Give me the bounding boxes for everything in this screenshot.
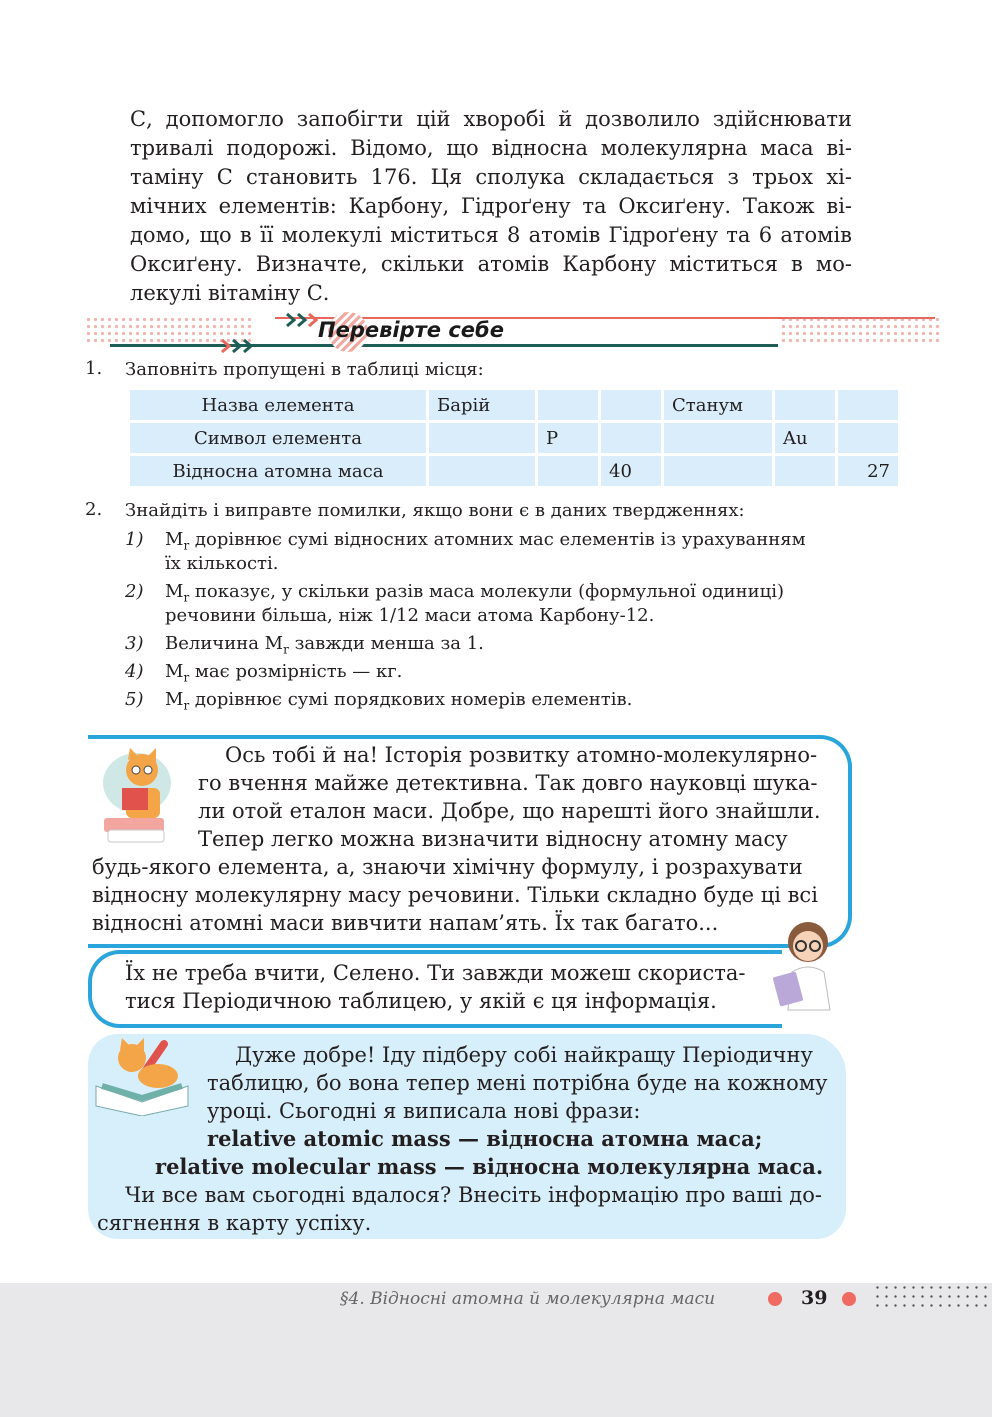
dialog-3-line-3: уроці. Сьогодні я виписала нові фрази: <box>207 1099 641 1123</box>
subscript: r <box>183 590 190 605</box>
table-cell <box>664 423 772 453</box>
statement-body: має розмірність — кг. <box>189 661 403 682</box>
intro-paragraph <box>130 105 852 308</box>
table-cell <box>838 423 898 453</box>
dialog-1-line-7: відносні атомні маси вивчити напам’ять. Їх так багато... <box>92 911 719 935</box>
statement-text <box>165 528 855 576</box>
closing-line-2: сягнення в карту успіху. <box>97 1211 372 1235</box>
table-cell: Au <box>775 423 835 453</box>
dialog-1-line-4: Тепер легко можна визначити відносну атомну масу <box>198 827 788 851</box>
statement-prefix: M <box>165 581 184 602</box>
table-cell <box>775 390 835 420</box>
subscript: r <box>283 642 289 657</box>
statement-prefix: M <box>165 661 184 682</box>
table-cell: P <box>538 423 598 453</box>
question-2-text: Знайдіть і виправте помилки, якщо вони є в даних твердженнях: <box>125 500 745 521</box>
coral-dot-icon <box>842 1292 856 1306</box>
section-title: Перевірте себе <box>318 318 504 342</box>
row-header: Символ елемента <box>130 423 426 453</box>
statement-prefix: M <box>165 689 184 710</box>
closing-line-1: Чи все вам сьогодні вдалося? Внесіть інформацію про ваші до- <box>125 1183 822 1207</box>
statement-number: 5) <box>125 689 144 710</box>
phrase-molecular-mass: relative molecular mass — відносна молекулярна маса. <box>155 1154 824 1179</box>
question-2-number: 2. <box>85 499 103 520</box>
statement-body: дорівнює сумі порядкових номерів елементів. <box>189 689 633 710</box>
question-1-number: 1. <box>85 358 103 379</box>
table-row <box>130 390 898 420</box>
intro-line: таміну С становить 176. Ця сполука складається з трьох хі- <box>130 165 852 189</box>
table-cell <box>664 456 772 486</box>
page-footer <box>0 1283 992 1417</box>
statement-number: 2) <box>125 581 144 602</box>
table-cell <box>538 456 598 486</box>
subscript: r <box>183 538 190 553</box>
dialog-1-line-3: ли отой еталон маси. Добре, що нарешті його знайшли. <box>198 799 821 823</box>
table-cell <box>538 390 598 420</box>
table-cell: Станум <box>664 390 772 420</box>
chevrons-bottom-icon <box>220 338 265 354</box>
statement-number: 1) <box>125 529 144 550</box>
intro-line: мічних елементів: Карбону, Гідроґену та Оксиґену. Також ві- <box>130 194 852 218</box>
table-cell <box>601 390 661 420</box>
phrase-atomic-mass: relative atomic mass — відносна атомна маса; <box>207 1126 763 1151</box>
table-cell <box>429 456 535 486</box>
dialog-2-line-1: Їх не треба вчити, Селено. Ти завжди можеш скориста- <box>125 961 746 985</box>
page-number: 39 <box>801 1287 828 1309</box>
dialog-1-line-2: го вчення майже детективна. Так довго науковці шука- <box>198 771 818 795</box>
intro-line: С, допомогло запобігти цій хворобі й дозволило здійснювати <box>130 107 852 131</box>
dot-pattern-right <box>780 316 940 342</box>
dialog-1-line-5: будь-якого елемента, а, знаючи хімічну формулу, і розрахувати <box>92 855 803 879</box>
statement-prefix: M <box>165 529 184 550</box>
table-cell <box>429 423 535 453</box>
table-cell: Барій <box>429 390 535 420</box>
subscript: r <box>183 698 190 713</box>
table-cell <box>838 390 898 420</box>
table-cell: 40 <box>601 456 661 486</box>
section-header <box>85 312 850 352</box>
dialog-3-line-1: Дуже добре! Іду підберу собі найкращу Періодичну <box>235 1043 813 1067</box>
dialog-2-line-2: тися Періодичною таблицею, у якій є ця інформація. <box>125 989 717 1013</box>
statement-text <box>165 688 855 712</box>
statement-text <box>165 632 855 656</box>
running-head: §4. Відносні атомна й молекулярна маси <box>340 1289 716 1309</box>
cat-reading-icon <box>92 738 187 848</box>
intro-line: Оксиґену. Визначте, скільки атомів Карбону міститься в мо- <box>130 252 852 276</box>
statement-line-2: речовини більша, ніж 1/12 маси атома Карбону-12. <box>165 605 655 626</box>
statement-text <box>165 580 855 628</box>
statement-number: 4) <box>125 661 144 682</box>
statement-body: показує, у скільки разів маса молекули (формульної одиниці) <box>189 581 785 602</box>
statement-text <box>165 660 855 684</box>
row-header: Назва елемента <box>130 390 426 420</box>
cat-writing-icon <box>92 1036 192 1116</box>
intro-line: домо, що в її молекулі міститься 8 атомів Гідроґену та 6 атомів <box>130 223 852 247</box>
dot-grid-pattern <box>873 1283 992 1311</box>
row-header: Відносна атомна маса <box>130 456 426 486</box>
question-1-text: Заповніть пропущені в таблиці місця: <box>125 359 484 380</box>
statement-number: 3) <box>125 633 144 654</box>
dialog-1-line-6: відносну молекулярну масу речовини. Тільки складно буде ці всі <box>92 883 818 907</box>
teacher-icon <box>770 912 845 1012</box>
table-cell: 27 <box>838 456 898 486</box>
statement-line-2: їх кількості. <box>165 553 279 574</box>
elements-table <box>127 387 901 489</box>
statement-prefix: Величина M <box>165 633 284 654</box>
coral-dot-icon <box>768 1292 782 1306</box>
statement-body: дорівнює сумі відносних атомних мас елементів із урахуванням <box>189 529 806 550</box>
table-row <box>130 423 898 453</box>
subscript: r <box>183 670 190 685</box>
header-line-bottom <box>110 344 778 347</box>
intro-line: тривалі подорожі. Відомо, що відносна молекулярна маса ві- <box>130 136 852 160</box>
intro-line: лекулі вітаміну С. <box>130 281 330 305</box>
dialog-3-line-2: таблицю, бо вона тепер мені потрібна буде на кожному <box>207 1071 828 1095</box>
table-row <box>130 456 898 486</box>
table-cell <box>601 423 661 453</box>
table-cell <box>775 456 835 486</box>
dialog-1-line-1: Ось тобі й на! Історія розвитку атомно-молекулярно- <box>225 743 818 767</box>
statement-body: завжди менша за 1. <box>288 633 484 654</box>
